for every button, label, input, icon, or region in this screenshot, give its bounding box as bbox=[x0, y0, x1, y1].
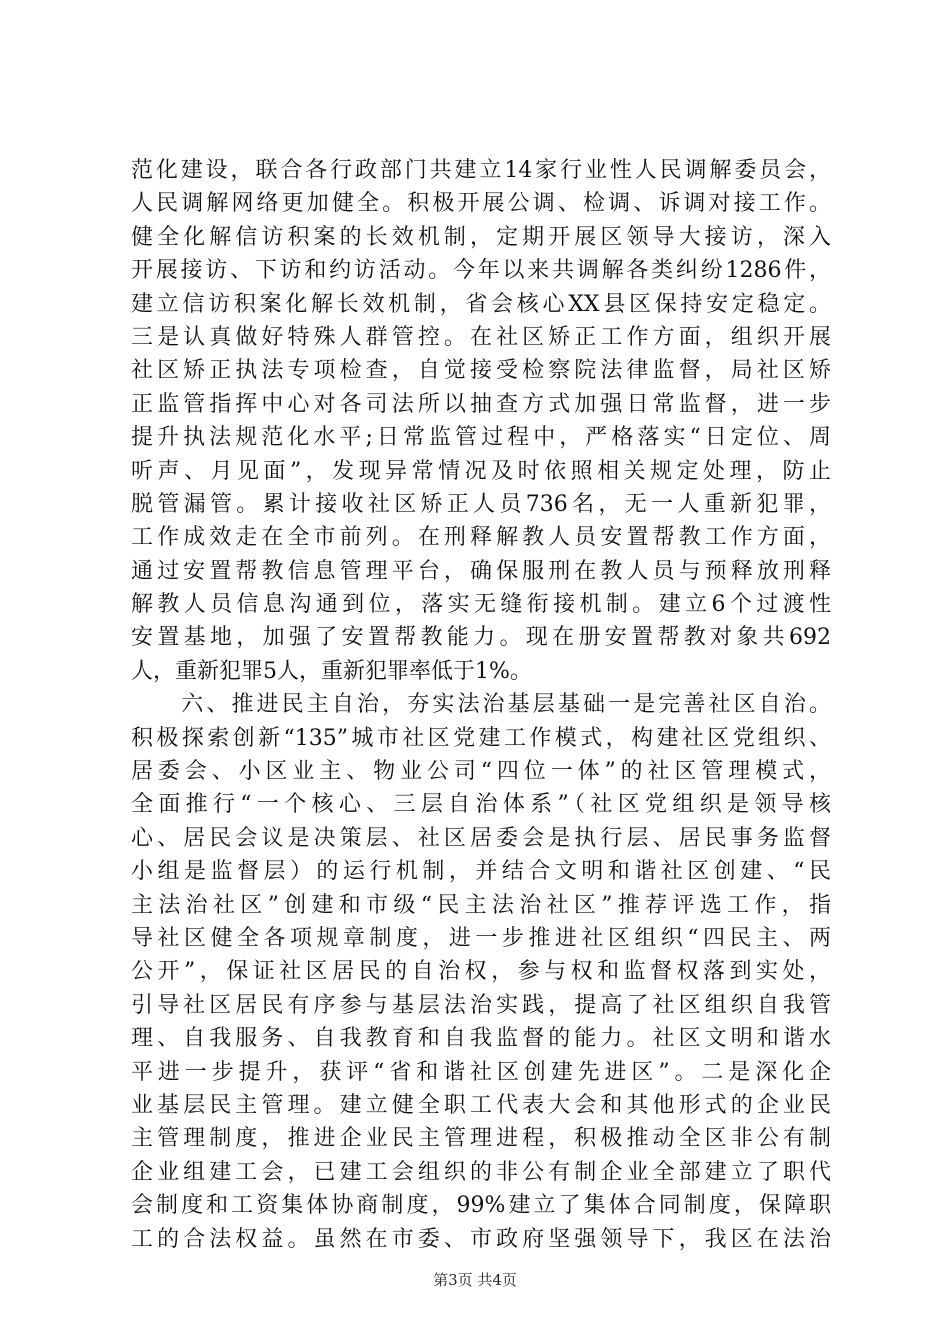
text-line: 工的合法权益。虽然在市委、市政府坚强领导下，我区在法治 bbox=[131, 1226, 831, 1252]
text-line: 三是认真做好特殊人群管控。在社区矫正工作方面，组织开展 bbox=[131, 324, 831, 350]
text-line: 六、推进民主自治，夯实法治基层基础一是完善社区自治。 bbox=[131, 692, 831, 718]
text-line: 理、自我服务、自我教育和自我监督的能力。社区文明和谐水 bbox=[131, 1026, 831, 1052]
text-line: 积极探索创新“135”城市社区党建工作模式，构建社区党组织、 bbox=[131, 725, 831, 751]
text-line: 居委会、小区业主、物业公司“四位一体”的社区管理模式， bbox=[131, 759, 831, 785]
page-footer: 第3页 共4页 bbox=[433, 1271, 517, 1289]
text-line: 全面推行“一个核心、三层自治体系”（社区党组织是领导核 bbox=[131, 792, 831, 818]
text-line: 通过安置帮教信息管理平台，确保服刑在教人员与预释放刑释 bbox=[131, 558, 831, 584]
text-line: 引导社区居民有序参与基层法治实践，提高了社区组织自我管 bbox=[131, 992, 831, 1018]
text-line: 公开”，保证社区居民的自治权，参与权和监督权落到实处， bbox=[131, 959, 831, 985]
text-line: 脱管漏管。累计接收社区矫正人员736名，无一人重新犯罪， bbox=[131, 491, 831, 517]
text-line: 安置基地，加强了安置帮教能力。现在册安置帮教对象共692 bbox=[131, 625, 831, 651]
text-line: 业基层民主管理。建立健全职工代表大会和其他形式的企业民 bbox=[131, 1092, 831, 1118]
text-line: 会制度和工资集体协商制度，99%建立了集体合同制度，保障职 bbox=[131, 1193, 831, 1219]
text-line: 工作成效走在全市前列。在刑释解教人员安置帮教工作方面， bbox=[131, 525, 831, 551]
text-line: 主法治社区”创建和市级“民主法治社区”推荐评选工作，指 bbox=[131, 892, 831, 918]
text-line: 提升执法规范化水平;日常监管过程中，严格落实“日定位、周 bbox=[131, 425, 831, 451]
text-line: 范化建设，联合各行政部门共建立14家行业性人民调解委员会， bbox=[131, 158, 831, 183]
text-line: 正监管指挥中心对各司法所以抽查方式加强日常监督，进一步 bbox=[131, 391, 831, 417]
text-line: 平进一步提升，获评“省和谐社区创建先进区”。二是深化企 bbox=[131, 1059, 831, 1085]
text-line: 听声、月见面”，发现异常情况及时依照相关规定处理，防止 bbox=[131, 458, 831, 484]
text-line: 健全化解信访积案的长效机制，定期开展区领导大接访，深入 bbox=[131, 224, 831, 250]
text-line: 主管理制度，推进企业民主管理进程，积极推动全区非公有制 bbox=[131, 1126, 831, 1152]
text-line: 社区矫正执法专项检查，自觉接受检察院法律监督，局社区矫 bbox=[131, 358, 831, 384]
text-line: 开展接访、下访和约访活动。今年以来共调解各类纠纷1286件， bbox=[131, 258, 831, 284]
text-line: 导社区健全各项规章制度，进一步推进社区组织“四民主、两 bbox=[131, 925, 831, 951]
text-line: 建立信访积案化解长效机制，省会核心XX县区保持安定稳定。 bbox=[131, 291, 831, 317]
text-line: 解教人员信息沟通到位，落实无缝衔接机制。建立6个过渡性 bbox=[131, 592, 831, 618]
text-line: 心、居民会议是决策层、社区居委会是执行层、居民事务监督 bbox=[131, 825, 831, 851]
text-line: 人，重新犯罪5人，重新犯罪率低于1%。 bbox=[131, 658, 532, 684]
body-text bbox=[131, 154, 831, 1256]
text-line: 小组是监督层）的运行机制，并结合文明和谐社区创建、“民 bbox=[131, 859, 831, 885]
text-line: 企业组建工会，已建工会组织的非公有制企业全部建立了职代 bbox=[131, 1159, 831, 1185]
text-line: 人民调解网络更加健全。积极开展公调、检调、诉调对接工作。 bbox=[131, 191, 831, 217]
